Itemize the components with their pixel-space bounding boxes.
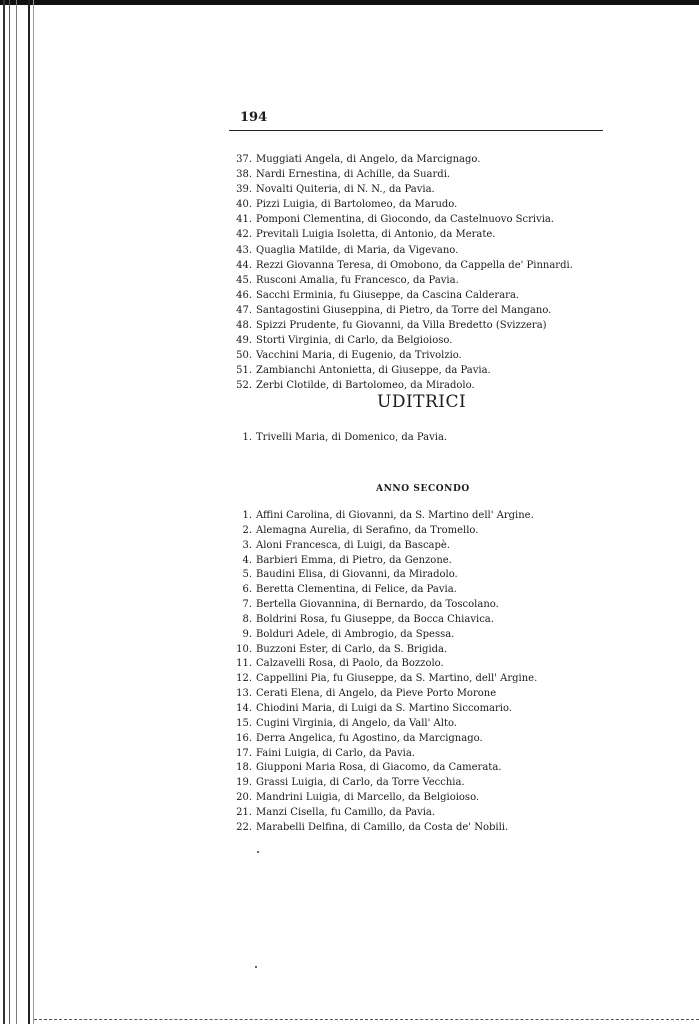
item-number: 42.: [236, 229, 252, 241]
item-text: Barbieri Emma, di Pietro, da Genzone.: [256, 554, 452, 566]
page-bottom-edge: [34, 1019, 699, 1020]
list-item: [228, 258, 573, 273]
item-number: 52.: [236, 380, 252, 392]
item-text: Aloni Francesca, di Luigi, da Bascapè.: [256, 539, 451, 551]
page-top-edge: [0, 0, 699, 5]
item-text: Mandrini Luigia, di Marcello, da Belgioioso.: [256, 792, 480, 804]
list-item: [228, 273, 573, 288]
list-item: [228, 791, 537, 806]
item-number: 46.: [236, 289, 252, 301]
item-number: 19.: [236, 777, 252, 789]
list-item: [228, 806, 537, 821]
list-item: [228, 348, 573, 363]
item-number: 38.: [236, 169, 252, 181]
subheading-anno-secondo: ANNO SECONDO: [376, 484, 470, 494]
item-number: 1.: [242, 432, 252, 443]
item-text: Santagostini Giuseppina, di Pietro, da Torre del Mangano.: [256, 304, 552, 316]
item-text: Giupponi Maria Rosa, di Giacomo, da Camerata.: [256, 762, 502, 774]
item-number: 2.: [242, 524, 252, 536]
list-item: [228, 509, 537, 524]
item-number: 50.: [236, 350, 252, 362]
list-item: [228, 643, 537, 658]
list-item: [228, 628, 537, 643]
item-number: 40.: [236, 199, 252, 211]
list-item: [228, 212, 573, 227]
item-text: Sacchi Erminia, fu Giuseppe, da Cascina Calderara.: [256, 289, 520, 301]
item-text: Affini Carolina, di Giovanni, da S. Martino dell' Argine.: [256, 510, 534, 521]
list-item: [228, 598, 537, 613]
item-text: Manzi Cisella, fu Camillo, da Pavia.: [256, 806, 436, 818]
list-item: [228, 568, 537, 583]
item-number: 43.: [236, 244, 252, 256]
list-item: [228, 243, 573, 258]
list-item: [228, 732, 537, 747]
binding-line: [16, 0, 17, 1024]
item-text: Storti Virginia, di Carlo, da Belgioioso.: [256, 335, 453, 347]
list-item: [228, 152, 573, 167]
item-text: Quaglia Matilde, di Maria, da Vigevano.: [256, 244, 459, 256]
student-list-continued: [228, 152, 573, 394]
item-number: 17.: [236, 747, 252, 759]
book-binding-edge: [0, 0, 34, 1024]
ink-speck: [257, 851, 259, 853]
list-item: [228, 687, 537, 702]
item-text: Bolduri Adele, di Ambrogio, da Spessa.: [256, 628, 455, 640]
item-number: 48.: [236, 320, 252, 332]
item-text: Cerati Elena, di Angelo, da Pieve Porto Morone: [256, 688, 497, 700]
list-item: [228, 197, 573, 212]
item-text: Bertella Giovannina, di Bernardo, da Toscolano.: [256, 599, 499, 611]
list-item: [228, 524, 537, 539]
item-text: Previtali Luigia Isoletta, di Antonio, da Merate.: [256, 229, 496, 241]
item-number: 20.: [236, 792, 252, 804]
item-number: 45.: [236, 274, 252, 286]
item-number: 18.: [236, 762, 252, 774]
item-text: Marabelli Delfina, di Camillo, da Costa de' Nobili.: [256, 821, 509, 833]
item-text: Pizzi Luigia, di Bartolomeo, da Marudo.: [256, 199, 458, 211]
item-number: 11.: [236, 658, 252, 670]
binding-line: [33, 0, 34, 1024]
item-number: 37.: [236, 154, 252, 165]
item-text: Muggiati Angela, di Angelo, da Marcignago.: [256, 154, 481, 165]
list-item: [228, 430, 447, 445]
item-number: 3.: [242, 539, 252, 551]
item-number: 5.: [242, 569, 252, 581]
item-number: 1.: [242, 510, 252, 521]
item-number: 51.: [236, 365, 252, 377]
item-text: Vacchini Maria, di Eugenio, da Trivolzio.: [256, 350, 462, 362]
item-text: Grassi Luigia, di Carlo, da Torre Vecchia.: [256, 777, 465, 789]
list-item: [228, 761, 537, 776]
item-text: Nardi Ernestina, di Achille, da Suardi.: [256, 169, 451, 181]
item-number: 12.: [236, 673, 252, 685]
item-number: 9.: [242, 628, 252, 640]
item-number: 6.: [242, 584, 252, 596]
list-item: [228, 182, 573, 197]
uditrici-list: [228, 430, 447, 445]
list-item: [228, 821, 537, 836]
item-text: Beretta Clementina, di Felice, da Pavia.: [256, 584, 457, 596]
header-rule: [229, 130, 603, 131]
item-text: Novalti Quiteria, di N. N., da Pavia.: [256, 184, 435, 196]
binding-line: [3, 0, 5, 1024]
item-number: 39.: [236, 184, 252, 196]
list-item: [228, 613, 537, 628]
list-item: [228, 333, 573, 348]
item-text: Boldrini Rosa, fu Giuseppe, da Bocca Chiavica.: [256, 613, 494, 625]
anno-secondo-list: [228, 509, 537, 836]
list-item: [228, 363, 573, 378]
list-item: [228, 717, 537, 732]
list-item: [228, 303, 573, 318]
item-text: Zerbi Clotilde, di Bartolomeo, da Miradolo.: [256, 380, 475, 392]
binding-line: [9, 0, 10, 1024]
list-item: [228, 672, 537, 687]
item-text: Alemagna Aurelia, di Serafino, da Tromello.: [256, 524, 479, 536]
item-text: Trivelli Maria, di Domenico, da Pavia.: [256, 432, 448, 443]
list-item: [228, 288, 573, 303]
item-text: Rezzi Giovanna Teresa, di Omobono, da Cappella de' Pinnardi.: [256, 259, 573, 271]
list-item: [228, 227, 573, 242]
list-item: [228, 554, 537, 569]
item-text: Baudini Elisa, di Giovanni, da Miradolo.: [256, 569, 458, 581]
item-number: 16.: [236, 732, 252, 744]
list-item: [228, 583, 537, 598]
ink-speck: [255, 966, 257, 968]
item-number: 8.: [242, 613, 252, 625]
binding-line: [28, 0, 30, 1024]
item-number: 15.: [236, 717, 252, 729]
item-number: 4.: [242, 554, 252, 566]
item-text: Faini Luigia, di Carlo, da Pavia.: [256, 747, 415, 759]
item-number: 49.: [236, 335, 252, 347]
item-number: 22.: [236, 821, 252, 833]
item-text: Cugini Virginia, di Angelo, da Vall' Alto.: [256, 717, 458, 729]
item-number: 44.: [236, 259, 252, 271]
list-item: [228, 539, 537, 554]
item-text: Zambianchi Antonietta, di Giuseppe, da Pavia.: [256, 365, 491, 377]
item-number: 47.: [236, 304, 252, 316]
section-heading-uditrici: UDITRICI: [377, 392, 467, 412]
item-number: 41.: [236, 214, 252, 226]
item-text: Pomponi Clementina, di Giocondo, da Castelnuovo Scrivia.: [256, 214, 555, 226]
item-text: Chiodini Maria, di Luigi da S. Martino Siccomario.: [256, 702, 513, 714]
item-number: 21.: [236, 806, 252, 818]
item-text: Cappellini Pia, fu Giuseppe, da S. Martino, dell' Argine.: [256, 673, 538, 685]
item-number: 10.: [236, 643, 252, 655]
item-number: 13.: [236, 688, 252, 700]
item-text: Buzzoni Ester, di Carlo, da S. Brigida.: [256, 643, 448, 655]
list-item: [228, 747, 537, 762]
item-text: Calzavelli Rosa, di Paolo, da Bozzolo.: [256, 658, 444, 670]
item-number: 14.: [236, 702, 252, 714]
page-number: 194: [240, 110, 268, 125]
list-item: [228, 776, 537, 791]
item-text: Rusconi Amalia, fu Francesco, da Pavia.: [256, 274, 459, 286]
list-item: [228, 657, 537, 672]
item-text: Derra Angelica, fu Agostino, da Marcignago.: [256, 732, 483, 744]
item-text: Spizzi Prudente, fu Giovanni, da Villa Bredetto (Svizzera): [256, 320, 547, 332]
list-item: [228, 167, 573, 182]
list-item: [228, 318, 573, 333]
item-number: 7.: [242, 599, 252, 611]
list-item: [228, 702, 537, 717]
